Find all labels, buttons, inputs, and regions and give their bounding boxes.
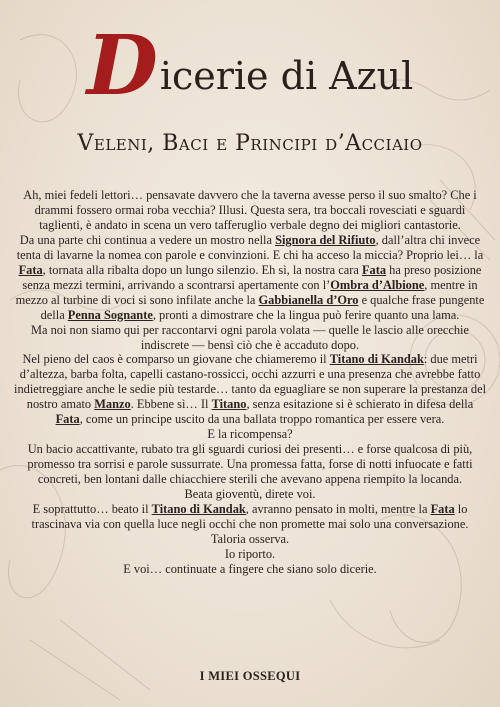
text: Da una parte chi continua a vedere un mostro nella — [19, 232, 276, 247]
paragraph-youth: Beata gioventù, direte voi. — [184, 487, 316, 502]
text: , senza esitazione si è schierato in difesa della — [246, 397, 474, 412]
text: e qualche frase pungente della — [40, 292, 485, 322]
text: lo trascinava via con quella luce negli occhi che non promette mai solo una conversazione. — [31, 502, 469, 531]
text: , mentre in mezzo al turbine di voci si sono infilate anche la — [15, 277, 478, 307]
text: : due metri d’altezza, barba folta, capelli castano-rossicci, occhi azzurri e una presenza che avrebbe fatto indietreggiare anche le sedie più testarde… tanto da eguagliare se non superare la prestanza del nostro amato — [14, 352, 487, 412]
text: , come un principe uscito da una ballata troppo romantica per essere vera. — [79, 412, 445, 427]
text: ha preso posizione senza mezzi termini, arrivando a scontrarsi apertamente con l’ — [22, 262, 482, 292]
paragraph-question: E la ricompensa? — [207, 427, 293, 442]
paragraph-titano — [14, 352, 486, 427]
line-closing: E voi… continuate a fingere che siano solo dicerie. — [123, 561, 377, 576]
text: , pronti a dimostrare che la lingua può ferire quanto una lama. — [152, 307, 460, 322]
keyword-manzo: Manzo — [94, 397, 131, 412]
keyword-fata: Fata — [55, 412, 80, 427]
title-initial: D — [86, 18, 158, 114]
article-body — [14, 188, 486, 577]
keyword-fata: Fata — [361, 262, 387, 277]
line-taloria: Taloria osserva. — [210, 531, 290, 546]
text: . Ebbene sì… Il — [130, 397, 212, 412]
text: Nel pieno del caos è comparso un giovane che chiameremo il — [22, 352, 330, 367]
text: , avranno pensato in molti, mentre la — [245, 502, 431, 517]
article-headline: Veleni, Baci e Principi d’Acciaio — [77, 131, 423, 156]
paragraph-kiss: Un bacio accattivante, rubato tra gli sguardi curiosi dei presenti… e forse qualcosa di più, promesso tra sorrisi e parole sussurrate. Una promessa fatta, forse di notti infuocate e fatti concreti, ben lontani dalle chiacchiere sterili che avevano appena riempito la locanda. — [27, 442, 473, 487]
text: E soprattutto… beato il — [32, 502, 152, 517]
keyword-penna-sognante: Penna Sognante — [67, 307, 153, 322]
page-title: icerie di Azul — [159, 54, 414, 98]
keyword-titano-di-kandak: Titano di Kandak — [329, 352, 424, 367]
signoff: I MIEI OSSEQUI — [199, 669, 301, 683]
text: , tornata alla ribalta dopo un lungo silenzio. Eh sì, la nostra cara — [42, 262, 362, 277]
paragraph-fata — [14, 233, 486, 323]
keyword-signora-del-rifiuto: Signora del Rifiuto — [275, 232, 376, 247]
keyword-fata: Fata — [18, 262, 43, 277]
paragraph-beato — [14, 502, 486, 532]
keyword-ombra-d-albione: Ombra d’Albione — [330, 277, 425, 292]
keyword-titano-di-kandak: Titano di Kandak — [151, 502, 246, 517]
keyword-fata: Fata — [430, 502, 455, 517]
line-io-riporto: Io riporto. — [224, 546, 276, 561]
masthead — [0, 18, 500, 118]
paragraph-intro: Ah, miei fedeli lettori… pensavate davvero che la taverna avesse perso il suo smalto? Che i drammi fossero ormai roba vecchia? Illusi. Questa sera, tra boccali rovesciati e sguardi taglienti, è andato in scena un vero tafferuglio verbale degno dei migliori cantastorie. — [23, 188, 477, 232]
keyword-gabbianella-d-oro: Gabbianella d’Oro — [258, 292, 359, 307]
keyword-titano: Titano — [211, 397, 247, 412]
text: , dall’altra chi invece tenta di lavarne la nomea con parole e convinzioni. E chi ha acceso la miccia? Proprio lei… la — [16, 232, 484, 262]
paragraph-aftermath: Ma noi non siamo qui per raccontarvi ogni parola volata — quelle le lascio alle orecchie indiscrete — bensì ciò che è accaduto dopo. — [31, 322, 469, 352]
